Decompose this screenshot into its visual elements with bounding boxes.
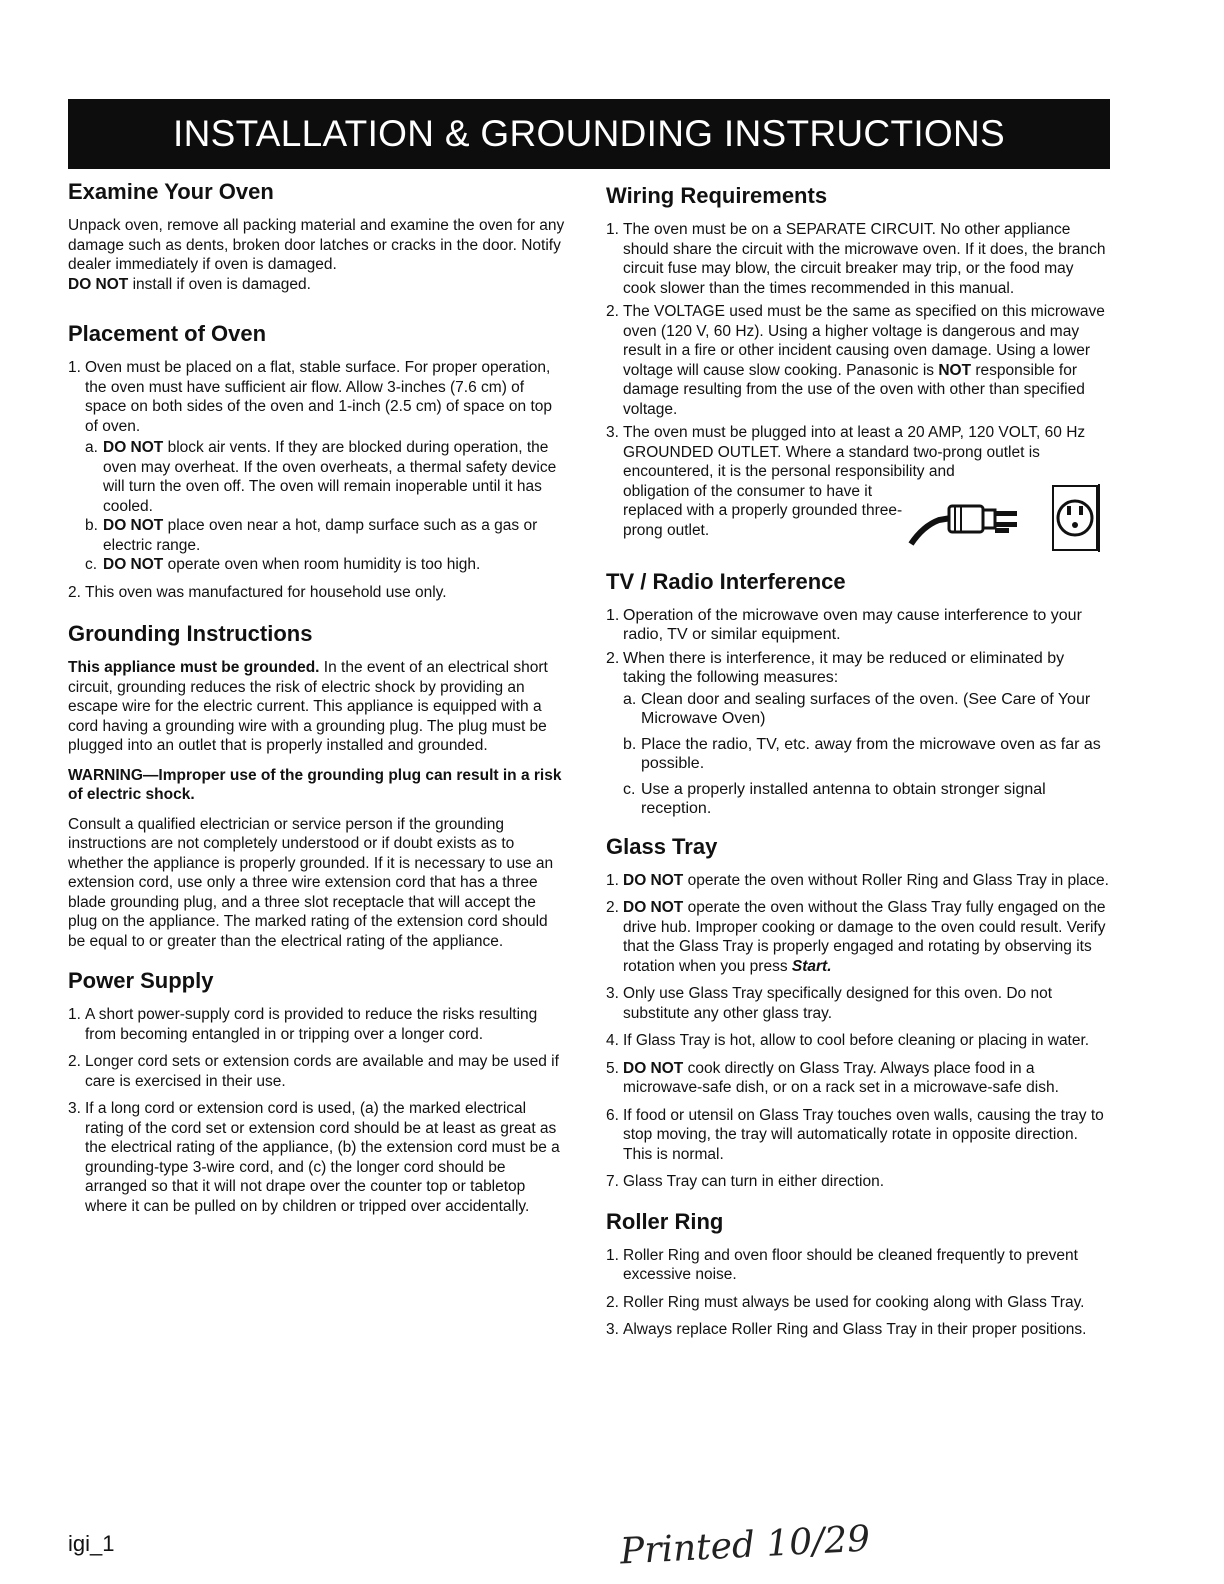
power-heading: Power Supply <box>68 968 214 993</box>
list-item: 1. The oven must be on a SEPARATE CIRCUIT. No other appliance should share the circuit with the microwave oven. If it does, the branch circuit fuse may blow, the circuit breaker may trip, or the food may cook slower than the times recommended in this manual. <box>606 221 1106 297</box>
list-item: 2. When there is interference, it may be reduced or eliminated by taking the following measures: a. Clean door and sealing surfaces of the oven. (See Care of Your Microwave Oven) b. Place the radio, TV, etc. away from the microwave oven as far as possible. c. Use a properly installed antenna to obtain stronger signal reception. <box>606 649 1110 819</box>
handwritten-note: Printed 10/29 <box>619 1518 872 1573</box>
right-column <box>606 172 1110 1354</box>
list-item: 1. A short power-supply cord is provided to reduce the risks resulting from becoming entangled in or tripping over a longer cord. <box>68 1006 538 1043</box>
page-code: igi_1 <box>68 1531 115 1556</box>
list-item: a. Clean door and sealing surfaces of the oven. (See Care of Your Microwave Oven) <box>623 690 1091 727</box>
list-item: 2. Roller Ring must always be used for cooking along with Glass Tray. <box>606 1293 1085 1311</box>
plug-illustration-row: obligation of the consumer to have it replaced with a properly grounded three-prong outlet. <box>623 482 1110 554</box>
list-item: 2. Longer cord sets or extension cords are available and may be used if care is exercised in their use. <box>68 1053 559 1090</box>
list-item: 1. Operation of the microwave oven may cause interference to your radio, TV or similar equipment. <box>606 606 1082 643</box>
grounded-plug-icon <box>903 482 1103 554</box>
left-column <box>68 172 568 1230</box>
wiring-section <box>606 182 1110 554</box>
tv-subitems <box>623 690 1110 819</box>
list-item: 3. The oven must be plugged into at least a 20 AMP, 120 VOLT, 60 Hz GROUNDED OUTLET. Where a standard two-prong outlet is encountered, it is the personal responsibility and obligation of the consumer to have it replaced with a properly grounded three-prong outlet. <box>606 423 1110 554</box>
glass-heading: Glass Tray <box>606 833 718 859</box>
list-item: b. Place the radio, TV, etc. away from the microwave oven as far as possible. <box>623 735 1101 772</box>
list-item: 3. If a long cord or extension cord is used, (a) the marked electrical rating of the cord set or extension cord should be at least as great as the electrical rating of the appliance, (b) the extension cord must be a grounding-type 3-wire cord, and (c) the longer cord should be arranged so that it will not drape over the counter top or tabletop where it can be pulled on by children or tripped over accidentally. <box>68 1100 560 1215</box>
list-item: 5. DO NOT cook directly on Glass Tray. Always place food in a microwave-safe dish, or on a rack set in a microwave-safe dish. <box>606 1059 1059 1096</box>
list-item: 1. Oven must be placed on a flat, stable surface. For proper operation, the oven must have sufficient air flow. Allow 3-inches (7.6 cm) of space on both sides of the oven and 1-inch (2.5 cm) of space on top of oven. a. DO NOT block air vents. If they are blocked during operation, the oven may overheat. If the oven overheats, a thermal safety device will turn the oven off. The oven will remain inoperable until it has cooled. b. DO NOT place oven near a hot, damp surface such as a gas or electric range. c. DO NOT operate oven when room humidity is too high. <box>68 358 568 575</box>
list-item: 1. Roller Ring and oven floor should be cleaned frequently to prevent excessive noise. <box>606 1246 1078 1283</box>
list-item: 2. This oven was manufactured for household use only. <box>68 583 447 601</box>
list-item: 3. Always replace Roller Ring and Glass Tray in their proper positions. <box>606 1321 1087 1338</box>
list-item: 2. DO NOT operate the oven without the Glass Tray fully engaged on the drive hub. Improper cooking or damage to the oven could result. Verify that the Glass Tray is properly engaged and rotating by observing its rotation when you press Start. <box>606 899 1106 975</box>
list-item: c. Use a properly installed antenna to obtain stronger signal reception. <box>623 780 1046 817</box>
list-item: 7. Glass Tray can turn in either direction. <box>606 1173 885 1190</box>
grounding-consult: Consult a qualified electrician or service person if the grounding instructions are not completely understood or if doubt exists as to whether the appliance is properly grounded. If it is necessary to use an extension cord, use only a three wire extension cord that has a three blade grounding plug, and a three slot receptacle that will accept the plug on the appliance. The marked rating of the extension cord should be equal to or greater than the electrical rating of the appliance. <box>68 815 554 950</box>
grounding-warning: WARNING—Improper use of the grounding plug can result in a risk of electric shock. <box>68 766 562 803</box>
page-title: INSTALLATION & GROUNDING INSTRUCTIONS <box>172 113 1006 154</box>
power-section <box>68 967 568 1216</box>
wiring-heading: Wiring Requirements <box>606 183 828 208</box>
placement-heading: Placement of Oven <box>68 321 267 346</box>
grounding-heading: Grounding Instructions <box>68 621 313 646</box>
list-item: 1. DO NOT operate the oven without Roller Ring and Glass Tray in place. <box>606 871 1109 889</box>
list-item: c. DO NOT operate oven when room humidity is too high. <box>85 556 481 573</box>
list-item: 3. Only use Glass Tray specifically designed for this oven. Do not substitute any other glass tray. <box>606 985 1053 1022</box>
list-item: 6. If food or utensil on Glass Tray touches oven walls, causing the tray to stop moving, the tray will automatically rotate in opposite direction. This is normal. <box>606 1106 1104 1163</box>
tv-section <box>606 568 1110 819</box>
placement-subitems <box>85 438 568 575</box>
list-item: a. DO NOT block air vents. If they are blocked during operation, the oven may overheat. If the oven overheats, a thermal safety device will turn the oven off. The oven will remain inoperable until it has cooled. <box>85 439 557 515</box>
tv-heading: TV / Radio Interference <box>606 568 846 594</box>
list-item: b. DO NOT place oven near a hot, damp surface such as a gas or electric range. <box>85 517 538 554</box>
placement-section <box>68 320 568 602</box>
grounding-section <box>68 620 568 951</box>
examine-heading: Examine Your Oven <box>68 179 274 204</box>
list-item: 4. If Glass Tray is hot, allow to cool before cleaning or placing in water. <box>606 1032 1090 1049</box>
page-title-banner <box>68 99 1110 169</box>
grounding-lead: This appliance must be grounded. In the event of an electrical short circuit, grounding reduces the risk of electric shock by providing an escape wire for the electric current. This appliance is equipped with a cord having a grounding wire with a grounding plug. The plug must be plugged into an outlet that is properly installed and grounded. <box>68 659 548 754</box>
examine-section <box>68 178 568 294</box>
examine-body: Unpack oven, remove all packing material and examine the oven for any damage such as dents, broken door latches or cracks in the door. Notify dealer immediately if oven is damaged. DO NOT install if oven is damaged. <box>68 217 565 293</box>
roller-heading: Roller Ring <box>606 1208 724 1234</box>
roller-section <box>606 1208 1110 1340</box>
glass-section <box>606 833 1110 1192</box>
list-item: 2. The VOLTAGE used must be the same as specified on this microwave oven (120 V, 60 Hz). Using a higher voltage is dangerous and may result in a fire or other incident causing oven damage. Using a lower voltage will cause slow cooking. Panasonic is NOT responsible for damage resulting from the use of the oven with other than specified voltage. <box>606 303 1105 418</box>
